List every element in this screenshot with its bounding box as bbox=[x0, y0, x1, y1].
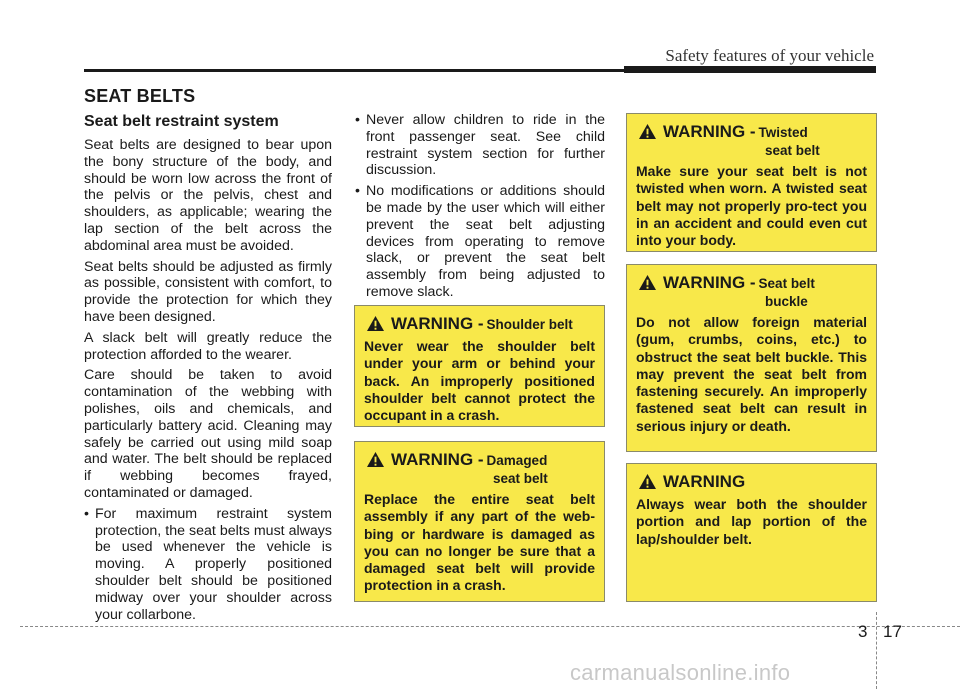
warning-subject-line2: seat belt bbox=[765, 143, 820, 158]
warning-header bbox=[638, 472, 867, 492]
warning-body: Make sure your seat belt is not twisted when worn. A twisted seat belt may not properly pro-tect you in an accident and could even cut into your body. bbox=[636, 163, 867, 249]
warning-triangle-icon bbox=[366, 315, 385, 332]
header-rule-accent bbox=[624, 66, 876, 73]
subsection-title: Seat belt restraint system bbox=[84, 113, 279, 130]
paragraph: Seat belts should be adjusted as firmly as possible, consistent with comfort, to provide the protection for which they have been designed. bbox=[84, 258, 332, 325]
warning-triangle-icon bbox=[638, 473, 657, 490]
section-title: SEAT BELTS bbox=[84, 86, 196, 106]
bullet-list bbox=[84, 506, 332, 624]
bullet-list bbox=[355, 112, 605, 301]
warning-header bbox=[366, 450, 595, 487]
page-number: 17 bbox=[883, 622, 902, 641]
middle-column bbox=[355, 112, 605, 305]
paragraph: Care should be taken to avoid contamination of the webbing with polishes, oils and chemicals, and particularly battery acid. Cleaning may safely be carried out using mild soap and water. The belt should be replaced if webbing becomes frayed, contaminated or damaged. bbox=[84, 367, 332, 501]
warning-subject: Seat belt bbox=[758, 276, 815, 291]
chapter-number: 3 bbox=[858, 622, 868, 641]
warning-box-seat-belt-buckle bbox=[626, 264, 877, 452]
warning-subject: Twisted bbox=[758, 125, 808, 140]
warning-label: WARNING - bbox=[391, 450, 484, 469]
paragraph: Seat belts are designed to bear upon the bony structure of the body, and should be worn low across the front of the pelvis or the pelvis, chest and shoulders, as applicable; wearing the lap section of the belt across the abdominal area must be avoided. bbox=[84, 137, 332, 254]
footer-divider bbox=[876, 612, 877, 689]
warning-triangle-icon bbox=[366, 451, 385, 468]
footer-rule bbox=[20, 626, 960, 627]
warning-box-shoulder-belt bbox=[354, 305, 605, 427]
left-column bbox=[84, 137, 332, 627]
warning-box-damaged-seat-belt bbox=[354, 441, 605, 602]
bullet-item: • For maximum restraint system protection, the seat belts must always be used whenever the vehicle is moving. A properly positioned shoulder belt should be positioned midway over your shoulder across your collarbone. bbox=[84, 506, 332, 624]
watermark: carmanualsonline.info bbox=[570, 660, 791, 685]
warning-body: Replace the entire seat belt assembly if any part of the web-bing or hardware is damaged as you can no longer be sure that a damaged seat belt will provide protection in a crash. bbox=[364, 491, 595, 594]
warning-body: Do not allow foreign material (gum, crumbs, coins, etc.) to obstruct the seat belt buckle. This may prevent the seat belt from fastening securely. An improperly fastened seat belt can result in serious injury or death. bbox=[636, 314, 867, 434]
bullet-item: • Never allow children to ride in the front passenger seat. See child restraint system section for further discussion. bbox=[355, 112, 605, 179]
warning-header bbox=[366, 314, 595, 334]
warning-triangle-icon bbox=[638, 123, 657, 140]
warning-label: WARNING - bbox=[391, 314, 484, 333]
warning-subject-line2: buckle bbox=[765, 294, 808, 309]
warning-subject: Shoulder belt bbox=[486, 317, 573, 332]
warning-subject-line2: seat belt bbox=[493, 471, 548, 486]
warning-body: Always wear both the shoulder portion and lap portion of the lap/shoulder belt. bbox=[636, 496, 867, 547]
warning-label: WARNING - bbox=[663, 122, 756, 141]
header-title: Safety features of your vehicle bbox=[665, 46, 874, 65]
warning-label: WARNING - bbox=[663, 273, 756, 292]
bullet-item: • No modifications or additions should be made by the user which will either prevent the seat belt adjusting devices from operating to remove slack, or prevent the seat belt assembly from being adjusted to remove slack. bbox=[355, 183, 605, 301]
warning-label: WARNING bbox=[663, 472, 746, 491]
paragraph: A slack belt will greatly reduce the protection afforded to the wearer. bbox=[84, 329, 332, 363]
warning-box-twisted-seat-belt bbox=[626, 113, 877, 252]
warning-body: Never wear the shoulder belt under your arm or behind your back. An improperly positioned shoulder belt cannot protect the occupant in a crash. bbox=[364, 338, 595, 424]
warning-header bbox=[638, 273, 867, 310]
warning-box-wear-both-portions bbox=[626, 463, 877, 602]
warning-header bbox=[638, 122, 867, 159]
warning-triangle-icon bbox=[638, 274, 657, 291]
warning-subject: Damaged bbox=[486, 453, 548, 468]
